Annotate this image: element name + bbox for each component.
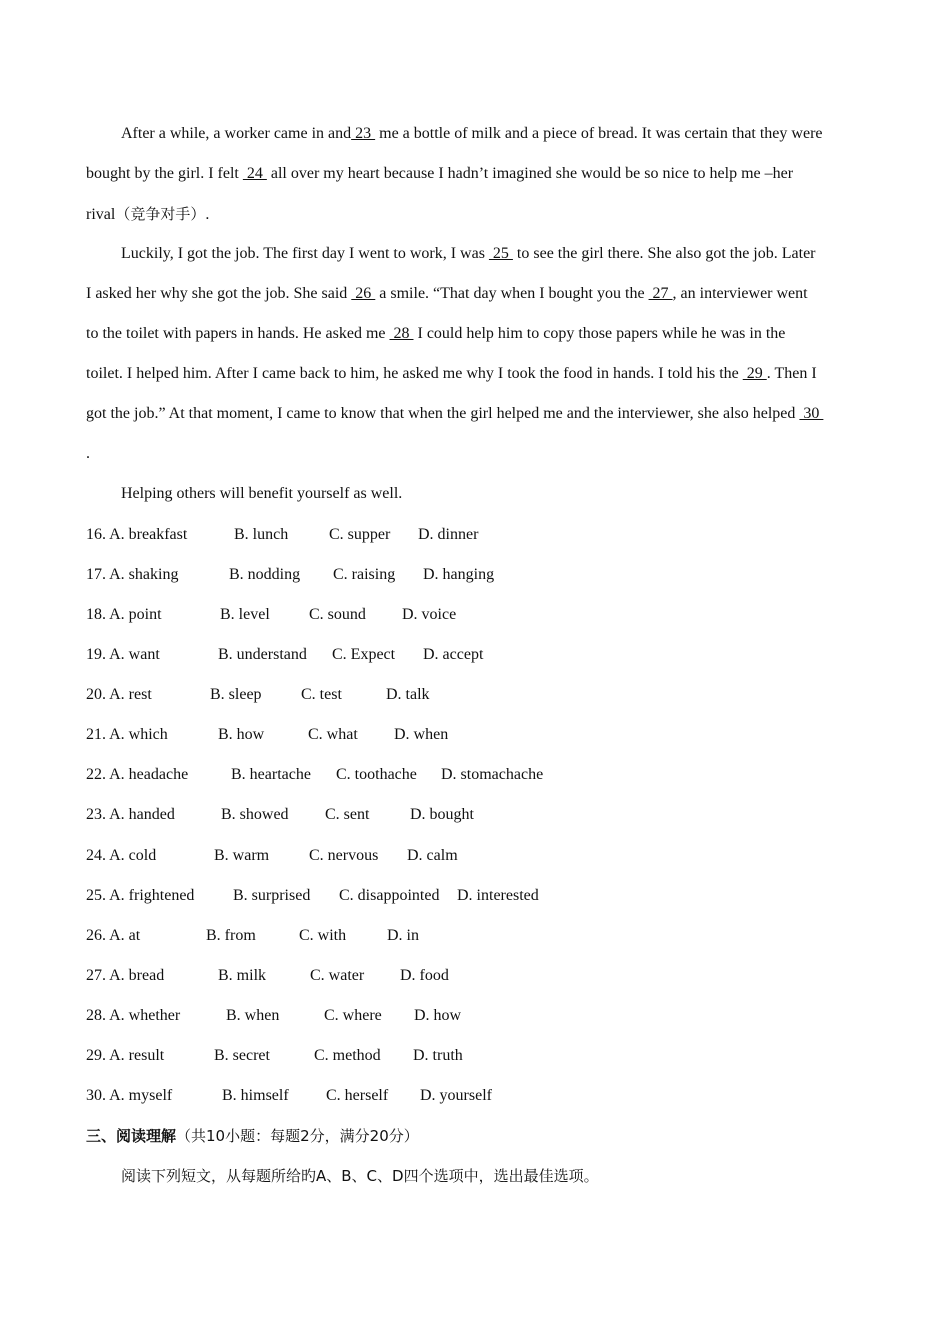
blank-27: 27 <box>648 285 673 302</box>
passage-text: me a bottle of milk and a piece of bread. It was certain that they were <box>375 125 823 142</box>
passage-conclusion: Helping others will benefit yourself as well. <box>121 485 403 502</box>
passage-line <box>86 164 793 184</box>
option-c: C. method <box>314 1047 381 1064</box>
option-b: B. when <box>226 1007 280 1024</box>
option-a: 16. A. breakfast <box>86 526 188 543</box>
section-instruction: 阅读下列短文，从每题所给旳A、B、C、D四个选项中，选出最佳选项。 <box>121 1167 599 1185</box>
passage-line <box>121 244 816 264</box>
option-a: 28. A. whether <box>86 1007 181 1024</box>
passage-text: . <box>205 206 210 223</box>
option-c: C. toothache <box>336 766 417 783</box>
option-b: B. secret <box>214 1047 270 1064</box>
option-b: B. level <box>220 606 270 623</box>
blank-30: 30 <box>799 405 824 422</box>
option-a: 24. A. cold <box>86 847 157 864</box>
option-a: 27. A. bread <box>86 967 165 984</box>
passage-text: all over my heart because I hadn’t imagined she would be so nice to help me –her <box>266 165 794 182</box>
section-heading <box>86 1126 419 1147</box>
option-b: B. how <box>218 726 265 743</box>
option-d: D. yourself <box>420 1087 492 1104</box>
option-a: 25. A. frightened <box>86 887 195 904</box>
passage-line <box>86 324 785 344</box>
passage-line <box>121 124 823 144</box>
option-a: 29. A. result <box>86 1047 165 1064</box>
option-a: 22. A. headache <box>86 766 189 783</box>
option-c: C. what <box>308 726 358 743</box>
passage-text: I asked her why she got the job. She said <box>86 285 352 302</box>
option-a: 26. A. at <box>86 927 141 944</box>
section-title: 三、阅读理解 <box>86 1127 177 1145</box>
option-a: 20. A. rest <box>86 686 152 703</box>
option-b: B. heartache <box>231 766 311 783</box>
option-b: B. himself <box>222 1087 289 1104</box>
section-detail: （共10小题：每题2分，满分20分） <box>176 1127 419 1145</box>
option-b: B. warm <box>214 847 270 864</box>
option-d: D. calm <box>407 847 458 864</box>
passage-text: I could help him to copy those papers while he was in the <box>413 325 786 342</box>
option-d: D. stomachache <box>441 766 544 783</box>
option-a: 19. A. want <box>86 646 160 663</box>
option-b: B. surprised <box>233 887 311 904</box>
option-c: C. raising <box>333 566 396 583</box>
option-c: C. supper <box>329 526 391 543</box>
option-d: D. truth <box>413 1047 463 1064</box>
option-b: B. lunch <box>234 526 289 543</box>
passage-text: Luckily, I got the job. The first day I went to work, I was <box>121 245 489 262</box>
passage-line <box>86 404 823 424</box>
option-d: D. dinner <box>418 526 479 543</box>
passage-line: . <box>86 445 90 462</box>
passage-text: bought by the girl. I felt <box>86 165 243 182</box>
option-a: 21. A. which <box>86 726 168 743</box>
option-b: B. nodding <box>229 566 301 583</box>
passage-text: After a while, a worker came in and <box>121 125 352 142</box>
option-d: D. bought <box>410 806 474 823</box>
passage-text: got the job.” At that moment, I came to know that when the girl helped me and the interviewer, she also helped <box>86 405 800 422</box>
passage-line <box>86 284 808 304</box>
passage-text: , an interviewer went <box>672 285 808 302</box>
option-c: C. sound <box>309 606 366 623</box>
option-b: B. sleep <box>210 686 262 703</box>
option-c: C. disappointed <box>339 887 440 904</box>
option-d: D. talk <box>386 686 430 703</box>
blank-24: 24 <box>242 165 267 182</box>
option-b: B. understand <box>218 646 307 663</box>
option-d: D. accept <box>423 646 484 663</box>
option-d: D. voice <box>402 606 457 623</box>
option-c: C. where <box>324 1007 382 1024</box>
option-d: D. when <box>394 726 449 743</box>
passage-text: . Then I <box>766 365 817 382</box>
blank-26: 26 <box>351 285 376 302</box>
option-c: C. test <box>301 686 342 703</box>
passage-line <box>86 364 817 384</box>
option-a: 18. A. point <box>86 606 162 623</box>
option-d: D. how <box>414 1007 462 1024</box>
passage-text: to see the girl there. She also got the job. Later <box>512 245 816 262</box>
passage-text-cjk: （竞争对手） <box>115 205 206 223</box>
blank-28: 28 <box>389 325 414 342</box>
option-c: C. water <box>310 967 365 984</box>
option-a: 23. A. handed <box>86 806 175 823</box>
option-d: D. food <box>400 967 449 984</box>
blank-29: 29 <box>742 365 767 382</box>
option-d: D. in <box>387 927 419 944</box>
option-c: C. Expect <box>332 646 396 663</box>
passage-text: toilet. I helped him. After I came back to him, he asked me why I took the food in hands. I told his the <box>86 365 743 382</box>
passage-text: rival <box>86 206 116 223</box>
option-d: D. hanging <box>423 566 495 583</box>
option-b: B. showed <box>221 806 289 823</box>
option-c: C. herself <box>326 1087 389 1104</box>
option-c: C. nervous <box>309 847 379 864</box>
option-c: C. with <box>299 927 347 944</box>
passage-text: a smile. “That day when I bought you the <box>375 285 649 302</box>
option-d: D. interested <box>457 887 539 904</box>
option-b: B. from <box>206 927 256 944</box>
passage-text: to the toilet with papers in hands. He asked me <box>86 325 390 342</box>
option-a: 30. A. myself <box>86 1087 173 1104</box>
blank-25: 25 <box>488 245 513 262</box>
option-b: B. milk <box>218 967 267 984</box>
option-a: 17. A. shaking <box>86 566 179 583</box>
blank-23: 23 <box>351 125 376 142</box>
option-c: C. sent <box>325 806 370 823</box>
passage-line <box>86 204 209 225</box>
